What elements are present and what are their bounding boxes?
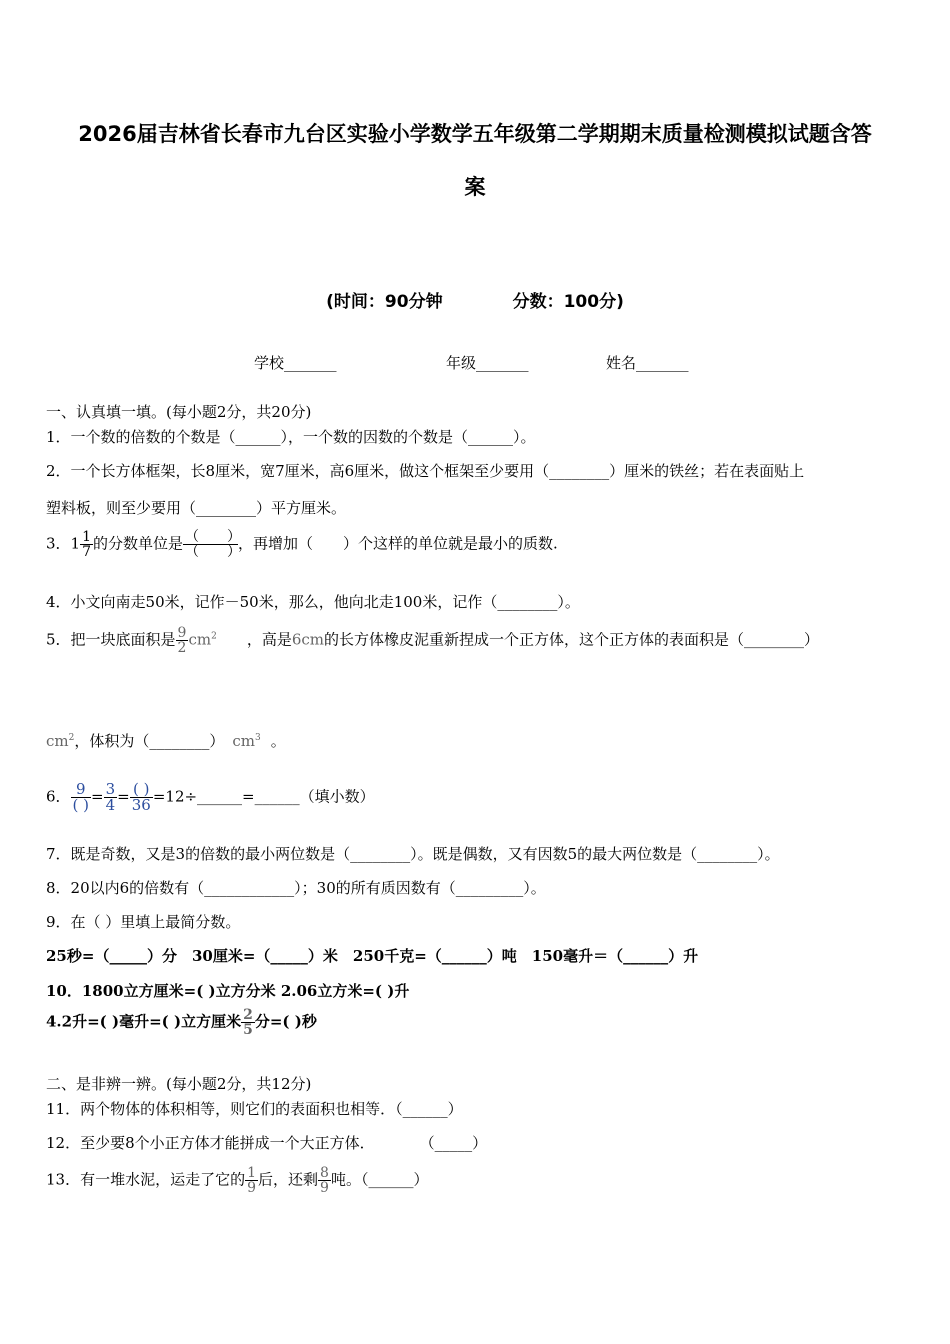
- question-2-line-1: 2．一个长方体框架，长8厘米，宽7厘米，高6厘米，做这个框架至少要用（________）厘米的铁丝；若在表面贴上: [46, 462, 805, 480]
- question-3: 3．1 $\frac{1}{7}$ 的分数单位是 $\frac{( )}{( )}$ ，再增加（ ）个这样的单位就是最小的质数.: [46, 529, 558, 560]
- question-10-continued: 4.2升=( )毫升=( )立方厘米 $\frac{2}{5}$ 分=( )秒: [46, 1007, 317, 1038]
- question-13: 13．有一堆水泥，运走了它的 $\frac{1}{9}$ 后，还剩 $\frac{8}{9}$ 吨。（______）: [46, 1165, 429, 1196]
- fraction: $\frac{9}{2}$: [177, 625, 187, 656]
- fraction: $\frac{9}{( )}$: [72, 780, 90, 814]
- question-5-continued: $cm^2$，体积为（________） $cm^3$ 。: [46, 732, 286, 750]
- exam-time: (时间：90分钟: [326, 292, 443, 312]
- title-line-2: 案: [464, 175, 486, 199]
- name-field: 姓名_______: [606, 354, 689, 372]
- question-10: 10．1800立方厘米=( )立方分米 2.06立方米=( )升: [46, 982, 410, 1000]
- grade-field: 年级_______: [446, 354, 529, 372]
- fraction: $\frac{1}{7}$: [82, 529, 92, 560]
- question-4: 4．小文向南走50米，记作－50米，那么，他向北走100米，记作（________）。: [46, 593, 580, 611]
- fraction: $\frac{( )}{36}$: [131, 780, 151, 814]
- question-9: 9．在（ ）里填上最简分数。: [46, 913, 241, 931]
- question-11: 11．两个物体的体积相等，则它们的表面积也相等．（______）: [46, 1100, 463, 1118]
- exam-info: [0, 287, 950, 312]
- question-7: 7．既是奇数，又是3的倍数的最小两位数是（________）。既是偶数，又有因数5的最大两位数是（________）。: [46, 845, 780, 863]
- school-field: 学校_______: [254, 354, 337, 372]
- question-5: 5．把一块底面积是 $\frac{9}{2}$ $cm^2$ ，高是6cm的长方体橡皮泥重新捏成一个正方体，这个正方体的表面积是（________）: [46, 625, 820, 656]
- question-8: 8．20以内6的倍数有（____________）；30的所有质因数有（_________）。: [46, 879, 546, 897]
- fraction: $\frac{3}{4}$: [105, 780, 116, 814]
- question-2-line-2: 塑料板，则至少要用（________）平方厘米。: [46, 499, 347, 517]
- section-2-heading: 二、是非辨一辨。(每小题2分，共12分): [46, 1075, 312, 1093]
- section-1-heading: 一、认真填一填。(每小题2分，共20分): [46, 403, 312, 421]
- title-line-1: 2026届吉林省长春市九台区实验小学数学五年级第二学期期末质量检测模拟试题含答: [78, 122, 872, 146]
- blank-fraction: $\frac{( )}{( )}$: [185, 529, 242, 560]
- fraction: $\frac{1}{9}$: [247, 1165, 257, 1196]
- exam-score: 分数：100分): [512, 292, 624, 312]
- question-12: 12．至少要8个小正方体才能拼成一个大正方体． （_____）: [46, 1134, 488, 1152]
- question-1: 1．一个数的倍数的个数是（______），一个数的因数的个数是（______）。: [46, 428, 536, 446]
- document-title: [40, 108, 910, 214]
- question-9-items: 25秒=（_____）分 30厘米=（_____）米 250千克=（______）吨 150毫升＝（______）升: [46, 947, 699, 965]
- fraction: $\frac{8}{9}$: [320, 1165, 329, 1196]
- fraction: $\frac{2}{5}$: [243, 1007, 253, 1038]
- question-6: 6． $\frac{9}{( )}$ = $\frac{3}{4}$ = $\frac{( )}{36}$ =12÷______=______（填小数）: [46, 780, 375, 814]
